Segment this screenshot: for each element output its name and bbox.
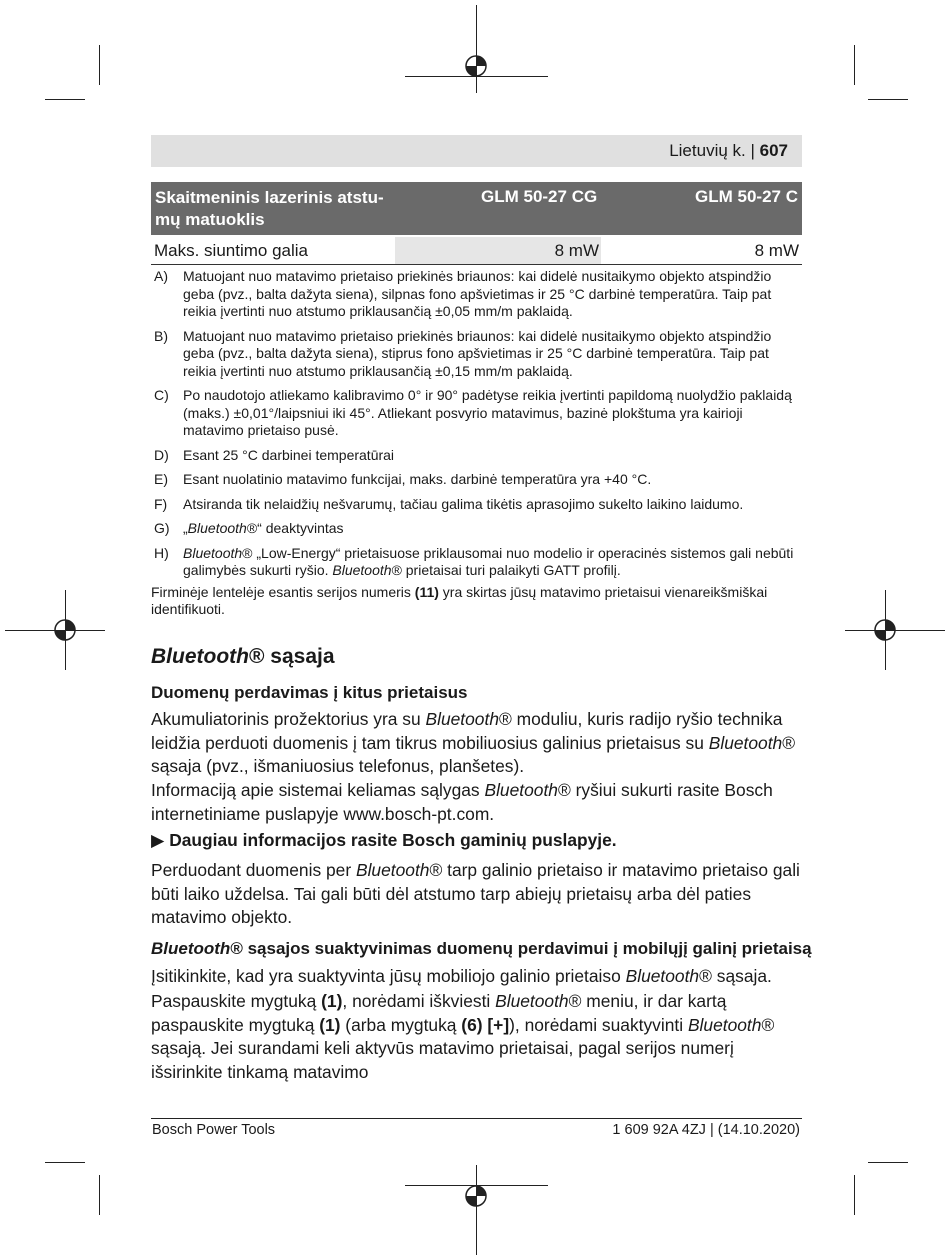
crop-mark (476, 1165, 477, 1255)
row-label: Maks. siuntimo galia (154, 241, 309, 260)
footnote: H) Bluetooth® „Low-Energy“ prietaisuose priklausomai nuo modelio ir operacinės sistemos gali nebūti galimybės sukurti ryšio. Bluetooth® prietaisai turi palaikyti GATT profilį. (154, 544, 794, 578)
registration-mark-icon (462, 1182, 490, 1210)
cell-value: 8 mW (554, 241, 599, 260)
page-number: 607 (759, 141, 788, 160)
paragraph: Įsitikinkite, kad yra suaktyvinta jūsų mobiliojo galinio prietaiso Bluetooth® sąsaja. (151, 966, 772, 986)
column-header-model-cg: GLM 50-27 CG (481, 187, 598, 206)
footnote: B) Matuojant nuo matavimo prietaiso priekinės briaunos: kai didelė nusitaikymo objekto atspindžio geba (pvz., balta dažyta siena), stiprus fono apšvietimas ir 25 °C darbinė temperatūra. Taip pat reikia įvertinti nuo atstumo priklausančią ±0,15 mm/m paklaidą. (154, 327, 772, 379)
running-header (151, 135, 802, 167)
header-language: Lietuvių k. | (669, 141, 755, 160)
footnote: A) Matuojant nuo matavimo prietaiso priekinės briaunos: kai didelė nusitaikymo objekto atspindžio geba (pvz., balta dažyta siena), silpnas fono apšvietimas ir 25 °C darbinė temperatūra. Taip pat reikia įvertinti nuo atstumo priklausančią ±0,05 mm/m paklaidą. (154, 268, 772, 319)
crop-mark (99, 45, 100, 85)
subsection-title: Bluetooth® sąsajos suaktyvinimas duomenų perdavimui į mobilųjį galinį prietaisą (151, 939, 812, 958)
paragraph: Paspauskite mygtuką (1), norėdami iškviesti Bluetooth® meniu, ir dar kartą paspauskite mygtuką (1) (arba mygtuką (6) [+]), norėdami suaktyvinti Bluetooth® sąsają. Jei surandami keli aktyvūs matavimo prietaisai, pagal serijos numerį išsirinkite tinkamą matavimo (151, 991, 775, 1082)
footer-rule (151, 1118, 802, 1119)
crop-mark (868, 99, 908, 100)
column-header-model-c: GLM 50-27 C (695, 187, 798, 206)
footnote: F) Atsiranda tik nelaidžių nešvarumų, tačiau galima tikėtis aprasojimo sukelto laikino laidumo. (154, 495, 744, 512)
table-row (151, 237, 802, 265)
serial-number-note: Firminėje lentelėje esantis serijos numeris (11) yra skirtas jūsų matavimo prietaisui vienareikšmiškai identifikuoti. (151, 583, 768, 617)
paragraph: Informaciją apie sistemai keliamas sąlygas Bluetooth® ryšiui sukurti rasite Bosch internetiniame puslapyje www.bosch-pt.com. (151, 780, 773, 824)
footnote: G) „Bluetooth®“ deaktyvintas (154, 520, 344, 536)
column-header-product: Skaitmeninis lazerinis atstumų matuoklis (155, 188, 384, 229)
spec-table-header (151, 182, 802, 235)
registration-mark-icon (51, 616, 79, 644)
crop-mark (854, 45, 855, 85)
crop-mark (45, 1162, 85, 1163)
bullet-note: ▶ Daugiau informacijos rasite Bosch gaminių puslapyje. (151, 830, 617, 850)
crop-mark (99, 1175, 100, 1215)
paragraph: Perduodant duomenis per Bluetooth® tarp galinio prietaiso ir matavimo prietaiso gali būti laiko uždelsa. Tai gali būti dėl atstumo tarp abiejų prietaisų arba dėl paties matavimo objekto. (151, 860, 800, 927)
footer-brand: Bosch Power Tools (152, 1122, 276, 1138)
crop-mark (45, 99, 85, 100)
crop-mark (854, 1175, 855, 1215)
registration-mark-icon (871, 616, 899, 644)
cell-value: 8 mW (754, 241, 799, 260)
section-title: Bluetooth® sąsaja (151, 645, 335, 668)
paragraph: Akumuliatorinis prožektorius yra su Bluetooth® moduliu, kuris radijo ryšio technika leidžia perduoti duomenis į tam tikrus mobiliuosius galinius prietaisus su Bluetooth® sąsaja (pvz., išmaniuosius telefonus, planšetes). (151, 709, 796, 776)
footnote: E) Esant nuolatinio matavimo funkcijai, maks. darbinė temperatūra yra +40 °C. (154, 471, 652, 487)
footer-doc-number: 1 609 92A 4ZJ | (14.10.2020) (612, 1122, 800, 1138)
subsection-title: Duomenų perdavimas į kitus prietaisus (151, 683, 468, 702)
footnote: D) Esant 25 °C darbinei temperatūrai (154, 446, 395, 463)
registration-mark-icon (462, 52, 490, 80)
crop-mark (868, 1162, 908, 1163)
footnotes (151, 268, 802, 619)
footnote: C) Po naudotojo atliekamo kalibravimo 0° ir 90° padėtyse reikia įvertinti papildomą nuolydžio paklaidą (maks.) ±0,01°/laipsniui iki 45°. Atliekant posvyrio matavimus, bazinė plokštuma yra kairioji matavimo prietaiso pusė. (154, 387, 792, 438)
